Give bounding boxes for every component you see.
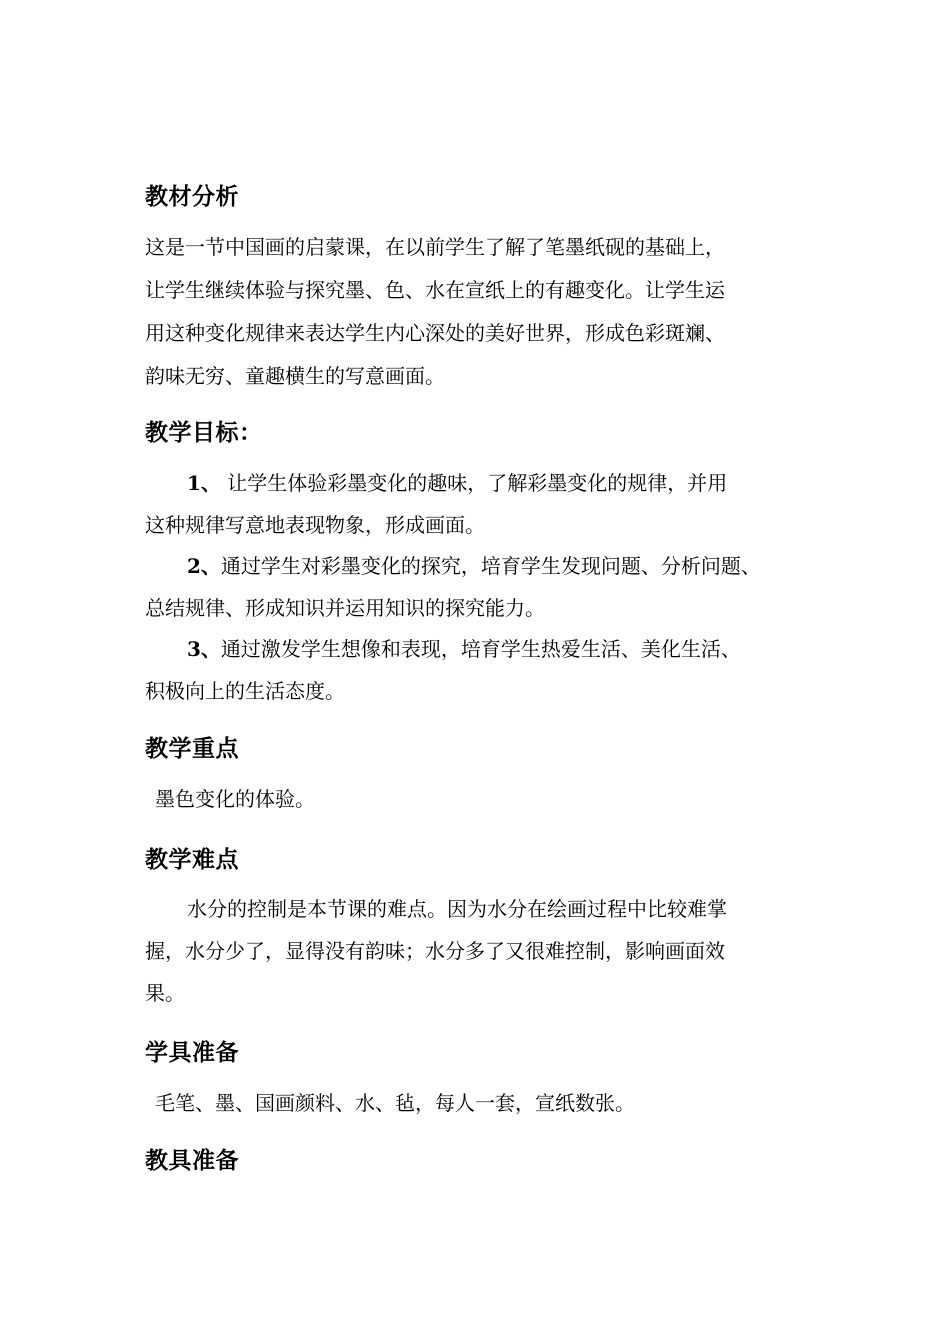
goal-item-2-text: 通过学生对彩墨变化的探究，培育学生发现问题、分析问题、 — [220, 554, 761, 578]
goal-item-1-line-1 — [187, 473, 727, 493]
analysis-line-4: 韵味无穷、童趣横生的写意画面。 — [145, 364, 445, 388]
heading-teacher-materials: 教具准备 — [145, 1148, 239, 1174]
heading-difficulty: 教学难点 — [145, 847, 239, 873]
goal-item-3-line-2: 积极向上的生活态度。 — [145, 679, 345, 703]
difficulty-line-3: 果。 — [145, 981, 185, 1005]
analysis-line-2: 让学生继续体验与探究墨、色、水在宣纸上的有趣变化。让学生运 — [145, 278, 725, 302]
analysis-line-1: 这是一节中国画的启蒙课，在以前学生了解了笔墨纸砚的基础上， — [145, 235, 725, 259]
difficulty-line-2: 握，水分少了，显得没有韵味；水分多了又很难控制，影响画面效 — [145, 939, 725, 963]
heading-student-materials: 学具准备 — [145, 1040, 239, 1066]
goal-item-1-text: 让学生体验彩墨变化的趣味，了解彩墨变化的规律，并用 — [220, 471, 728, 495]
goal-item-3-line-1 — [187, 639, 741, 659]
heading-teaching-goals: 教学目标： — [145, 420, 263, 446]
goal-item-2-line-2: 总结规律、形成知识并运用知识的探究能力。 — [145, 596, 545, 620]
key-point-text: 墨色变化的体验。 — [155, 787, 315, 811]
heading-key-point: 教学重点 — [145, 736, 239, 762]
goal-item-1-number: 1、 — [187, 471, 221, 495]
goal-item-2-number: 2、 — [187, 554, 221, 578]
heading-material-analysis: 教材分析 — [145, 184, 239, 210]
student-materials-text: 毛笔、墨、国画颜料、水、毡，每人一套，宣纸数张。 — [155, 1091, 635, 1115]
analysis-line-3: 用这种变化规律来表达学生内心深处的美好世界，形成色彩斑斓、 — [145, 321, 725, 345]
goal-item-2-line-1 — [187, 556, 761, 576]
difficulty-line-1: 水分的控制是本节课的难点。因为水分在绘画过程中比较难掌 — [187, 897, 727, 921]
goal-item-1-line-2: 这种规律写意地表现物象，形成画面。 — [145, 513, 485, 537]
goal-item-3-number: 3、 — [187, 637, 221, 661]
goal-item-3-text: 通过激发学生想像和表现，培育学生热爱生活、美化生活、 — [220, 637, 741, 661]
